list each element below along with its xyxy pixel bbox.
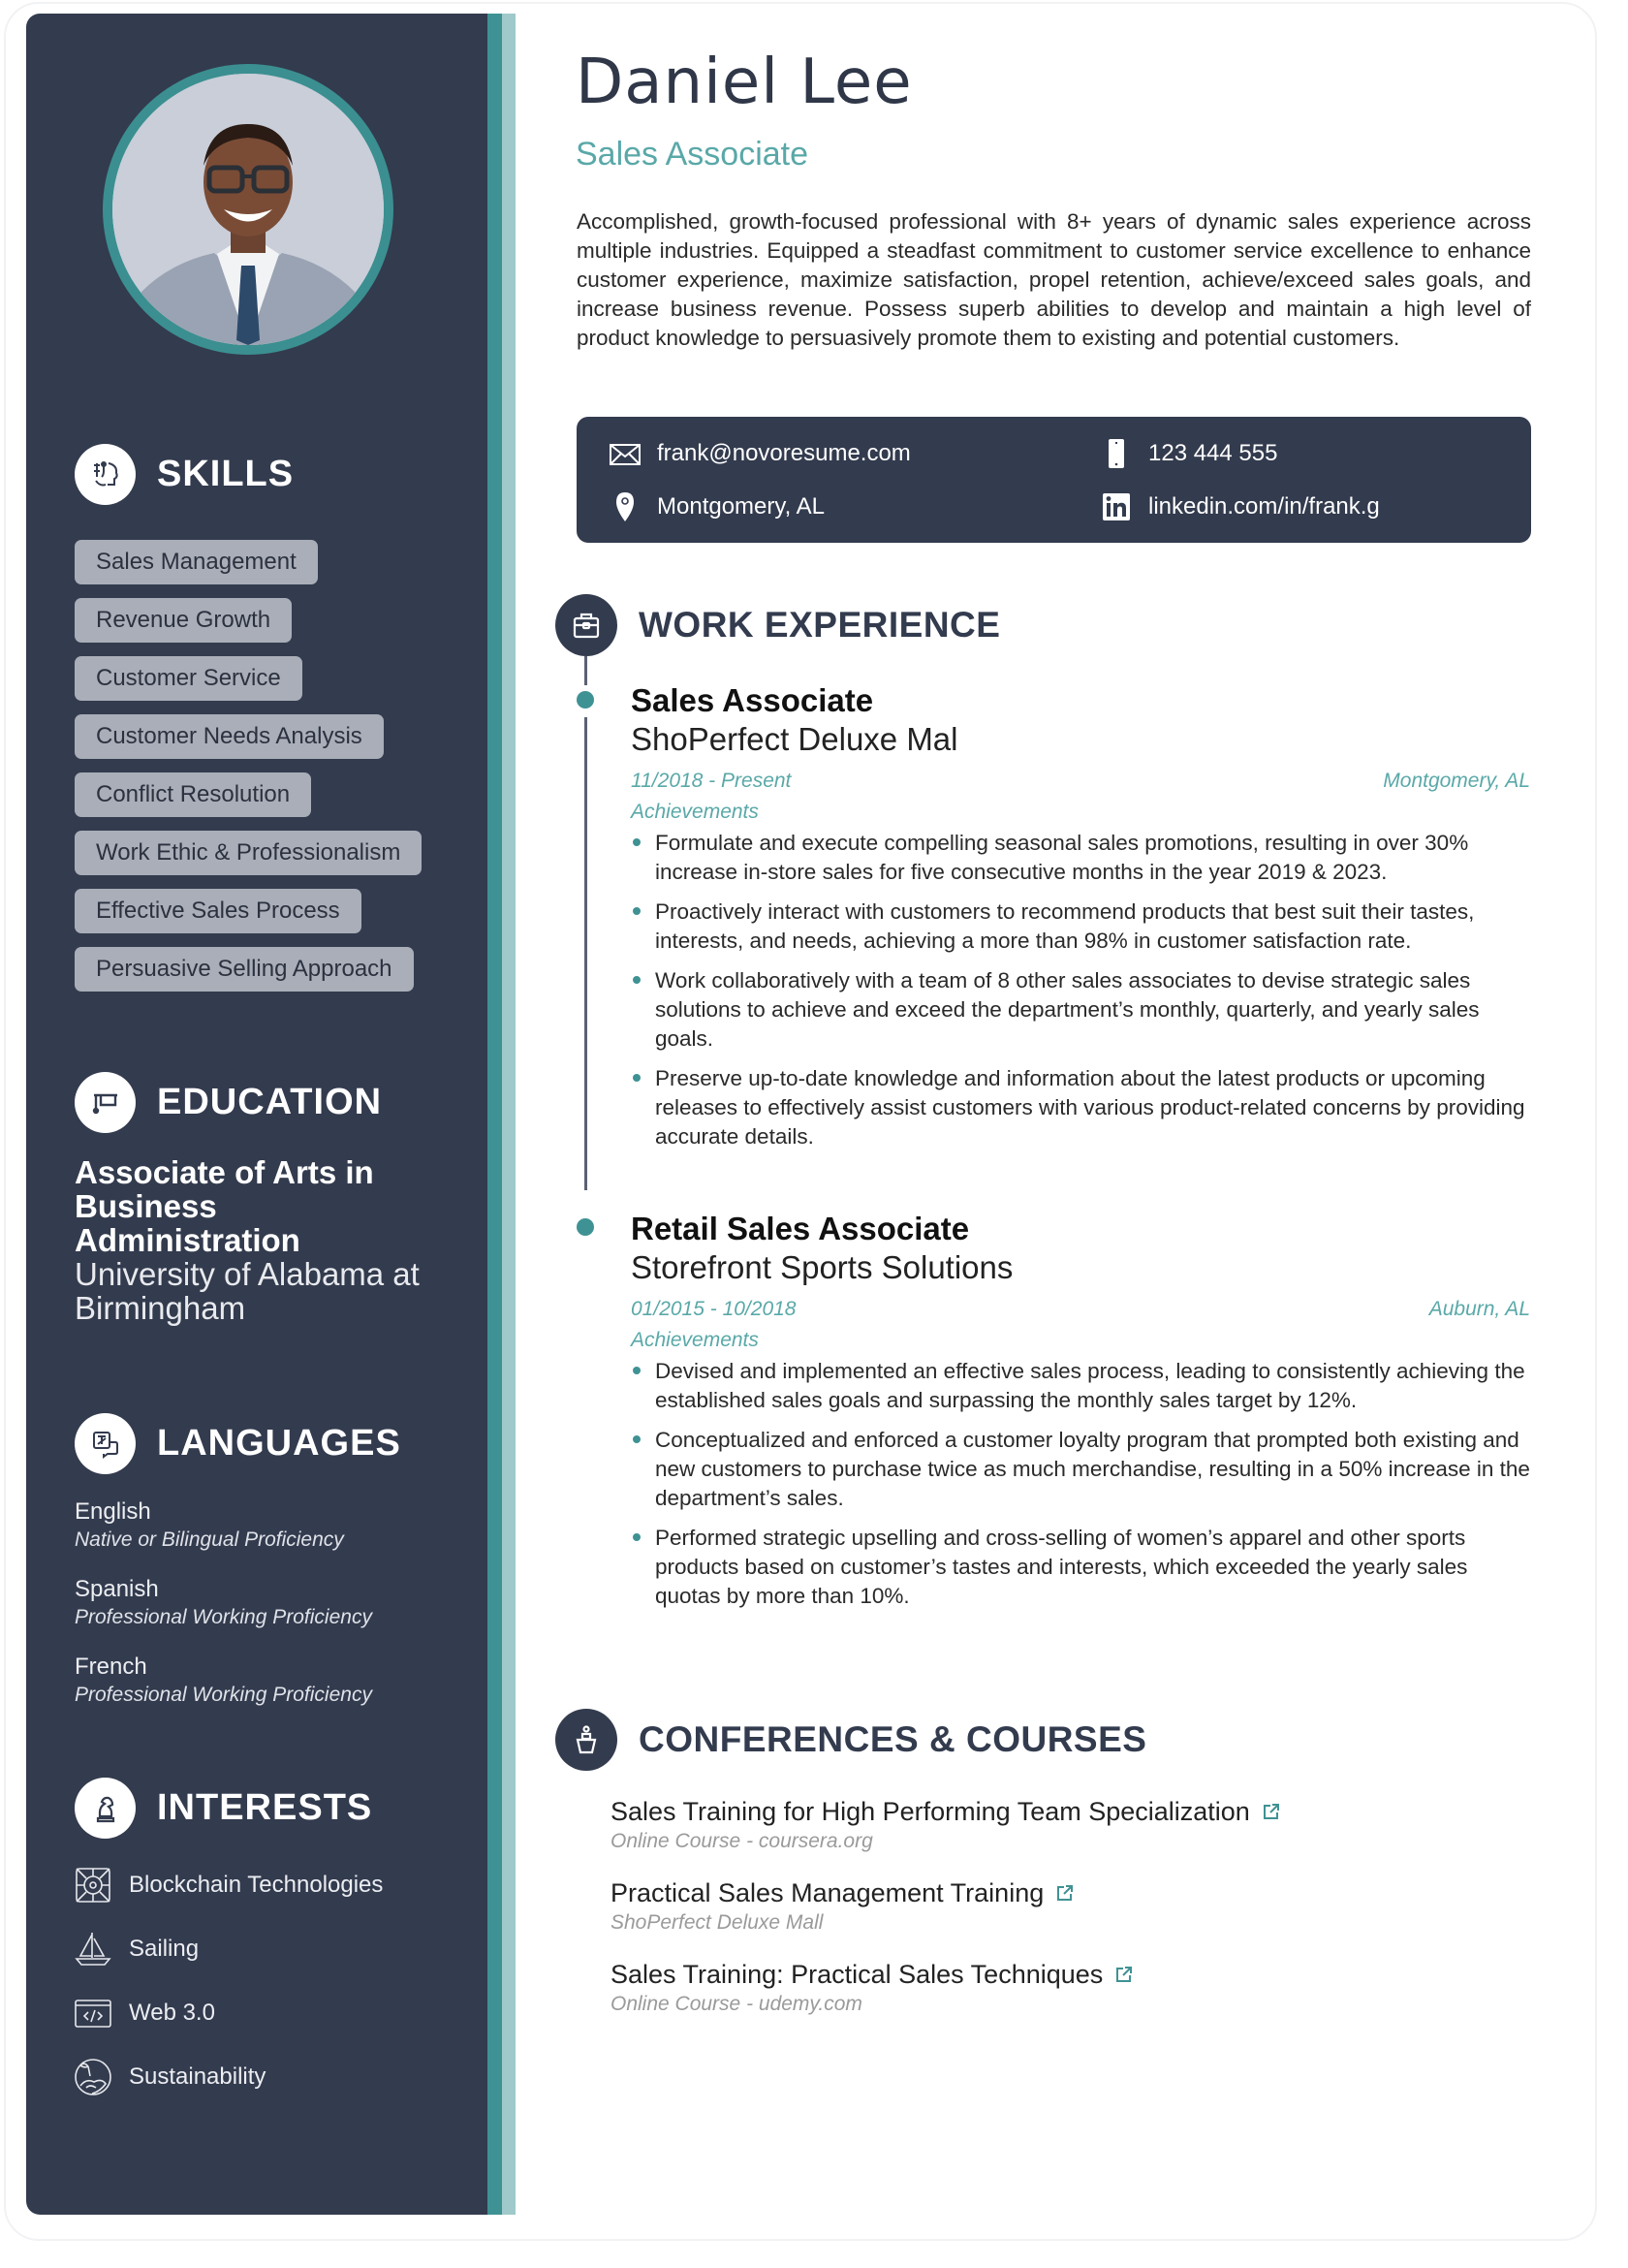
skill-tag: Customer Needs Analysis: [75, 714, 384, 759]
job-title: Sales Associate: [631, 682, 874, 718]
sailboat-icon: [73, 1929, 113, 1969]
contact-email[interactable]: frank@novoresume.com: [609, 437, 911, 470]
interest-label: Web 3.0: [129, 2000, 215, 2026]
course-source: Online Course - udemy.com: [610, 1993, 862, 2015]
contact-linkedin[interactable]: linkedin.com/in/frank.g: [1100, 490, 1380, 523]
candidate-title: Sales Associate: [576, 136, 809, 173]
course-item: [610, 1876, 1281, 1937]
language-item: [75, 1652, 372, 1708]
achievements-list: [631, 1357, 1530, 1611]
interest-label: Blockchain Technologies: [129, 1872, 384, 1898]
achievement-item: Preserve up-to-date knowledge and information about the latest products or upcoming releases to effectively assist customers with various product-related concerns by providing accurate details.: [631, 1064, 1530, 1151]
achievement-item: Performed strategic upselling and cross-selling of women’s apparel and other sports products based on customer’s tastes and interests, which exceeded the yearly sales quotas by more than 10%.: [631, 1524, 1530, 1611]
interest-item: [73, 1929, 383, 1969]
earth-plant-icon: [73, 2057, 113, 2097]
achievement-item: Conceptualized and enforced a customer loyalty program that prompted both existing and new customers to purchase twice as much merchandise, resulting in a 50% increase in the department’s sales.: [631, 1426, 1530, 1513]
courses-header: [555, 1709, 1146, 1771]
job-meta: [631, 767, 1530, 796]
accent-stripe: [487, 14, 502, 2215]
skills-list: [75, 540, 422, 1005]
education-entry: [75, 1155, 443, 1325]
work-experience-title: WORK EXPERIENCE: [639, 605, 1001, 645]
timeline-line: [584, 717, 587, 1190]
interest-item: [73, 1865, 383, 1906]
courses-list: [610, 1795, 1281, 2039]
profile-photo: [103, 64, 393, 355]
company-name: Storefront Sports Solutions: [631, 1249, 1014, 1285]
contact-phone[interactable]: 123 444 555: [1100, 437, 1277, 470]
skills-title: SKILLS: [157, 454, 295, 494]
envelope-icon: [609, 437, 642, 470]
code-window-icon: [73, 1993, 113, 2033]
summary: Accomplished, growth-focused professional with 8+ years of dynamic sales experience across multiple industries. Equipped a steadfast commitment to customer service excellence to enhance customer experience, maximize satisfaction, propel retention, achieve/exceed sales goals, and increase business revenue. Possess superb abilities to develop and maintain a high level of product knowledge to persuasively promote them to existing and potential customers.: [577, 209, 1531, 350]
course-item: [610, 1795, 1281, 1855]
podium-icon: [555, 1709, 617, 1771]
contact-box: [577, 417, 1531, 543]
course-title-link[interactable]: Practical Sales Management Training: [610, 1876, 1281, 1909]
map-pin-icon: [609, 490, 642, 523]
chess-knight-icon: [75, 1778, 136, 1839]
education-header: [75, 1072, 382, 1133]
skills-icon: [75, 444, 136, 505]
linkedin-icon: [1100, 490, 1133, 523]
external-link-icon[interactable]: [1114, 1965, 1134, 1984]
skill-tag: Revenue Growth: [75, 598, 292, 643]
languages-header: [75, 1413, 401, 1474]
language-level: Native or Bilingual Proficiency: [75, 1528, 344, 1551]
job-dates: 01/2015 - 10/2018: [631, 1298, 797, 1320]
course-source: Online Course - coursera.org: [610, 1830, 873, 1852]
accent-stripe-light: [502, 14, 516, 2215]
candidate-name: Daniel Lee: [576, 47, 913, 118]
languages-list: [75, 1496, 372, 1729]
achievements-list: [631, 829, 1530, 1151]
degree: Associate of Arts in Business Administration: [75, 1154, 374, 1258]
language-name: Spanish: [75, 1576, 159, 1602]
interests-list: [73, 1865, 383, 2121]
work-experience-header: [555, 594, 1000, 656]
course-title-link[interactable]: Sales Training for High Performing Team Specialization: [610, 1795, 1281, 1828]
blockchain-icon: [73, 1865, 113, 1906]
course-title-link[interactable]: Sales Training: Practical Sales Techniques: [610, 1958, 1281, 1991]
phone-icon: [1100, 437, 1133, 470]
skill-tag: Persuasive Selling Approach: [75, 947, 414, 992]
education-title: EDUCATION: [157, 1082, 383, 1122]
interest-label: Sustainability: [129, 2063, 266, 2090]
person-portrait-icon: [112, 74, 384, 345]
interest-item: [73, 1993, 383, 2033]
achievement-item: Formulate and execute compelling seasonal sales promotions, resulting in over 30% increase in-store sales for five consecutive months in the year 2019 & 2023.: [631, 829, 1530, 887]
interest-label: Sailing: [129, 1936, 200, 1962]
achievement-item: Devised and implemented an effective sales process, leading to consistently achieving the established sales goals and surpassing the monthly sales target by 12%.: [631, 1357, 1530, 1415]
language-level: Professional Working Proficiency: [75, 1606, 372, 1628]
skill-tag: Customer Service: [75, 656, 302, 701]
job-location: Auburn, AL: [1428, 1298, 1530, 1320]
course-source: ShoPerfect Deluxe Mall: [610, 1911, 824, 1934]
job-location: Montgomery, AL: [1383, 770, 1530, 792]
interest-item: [73, 2057, 383, 2097]
timeline-connector: [584, 656, 587, 685]
languages-title: LANGUAGES: [157, 1423, 401, 1464]
achievements-label: Achievements: [631, 801, 759, 823]
interests-header: [75, 1778, 372, 1839]
achievement-item: Work collaboratively with a team of 8 other sales associates to devise strategic sales solutions to achieve and exceed the department’s monthly, quarterly, and yearly sales goals.: [631, 966, 1530, 1054]
skills-header: [75, 444, 294, 505]
company-name: ShoPerfect Deluxe Mal: [631, 721, 958, 757]
job-entry: [631, 681, 1530, 1162]
language-item: [75, 1574, 372, 1630]
skill-tag: Sales Management: [75, 540, 318, 584]
job-meta: [631, 1295, 1530, 1324]
skill-tag: Conflict Resolution: [75, 772, 311, 817]
job-title: Retail Sales Associate: [631, 1211, 970, 1246]
timeline-dot: [577, 1218, 594, 1236]
contact-location: Montgomery, AL: [609, 490, 825, 523]
language-level: Professional Working Proficiency: [75, 1684, 372, 1706]
external-link-icon[interactable]: [1262, 1802, 1281, 1821]
language-name: English: [75, 1498, 151, 1525]
language-item: [75, 1496, 372, 1553]
job-dates: 11/2018 - Present: [631, 770, 792, 792]
courses-title: CONFERENCES & COURSES: [639, 1719, 1147, 1759]
briefcase-icon: [555, 594, 617, 656]
language-name: French: [75, 1654, 147, 1680]
translate-icon: [75, 1413, 136, 1474]
graduation-cap-icon: [75, 1072, 136, 1133]
achievements-label: Achievements: [631, 1329, 759, 1351]
skill-tag: Work Ethic & Professionalism: [75, 831, 422, 875]
course-item: [610, 1958, 1281, 2018]
timeline-dot: [577, 691, 594, 709]
external-link-icon[interactable]: [1055, 1883, 1075, 1903]
achievement-item: Proactively interact with customers to recommend products that best suit their tastes, interests, and needs, achieving a more than 98% in customer satisfaction rate.: [631, 898, 1530, 956]
job-entry: [631, 1210, 1530, 1622]
skill-tag: Effective Sales Process: [75, 889, 361, 933]
interests-title: INTERESTS: [157, 1787, 373, 1828]
school: University of Alabama at Birmingham: [75, 1256, 420, 1326]
